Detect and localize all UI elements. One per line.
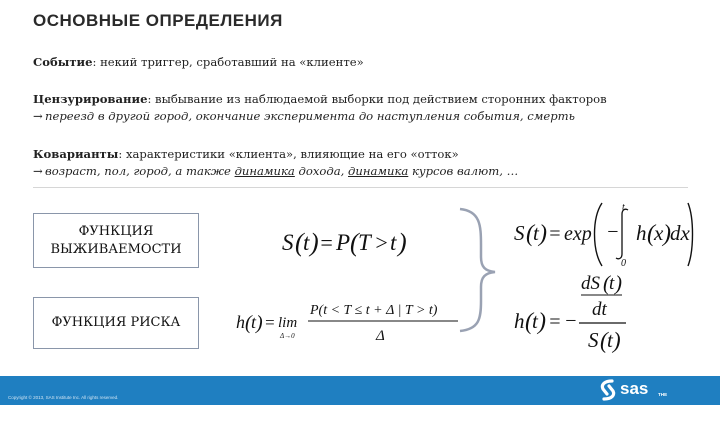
svg-text:exp: exp [564,223,592,245]
svg-text:t: t [532,309,538,333]
svg-text:dt: dt [592,299,607,320]
svg-text:=: = [548,311,562,333]
svg-text:): ) [615,271,622,295]
definition-censoring-text: : выбывание из наблюдаемой выборки под действием сторонних факторов [147,92,607,106]
svg-text:): ) [398,228,407,257]
svg-text:): ) [310,228,319,257]
svg-text:Δ→0: Δ→0 [280,332,295,340]
covariates-example [33,164,518,178]
svg-text:P: P [336,230,351,255]
svg-text:t: t [390,230,397,255]
svg-text:S: S [282,230,294,255]
covariates-example-underline-2: динамика [348,164,409,178]
censoring-example-text: переезд в другой город, окончание эксперимента до наступления события, смерть [45,109,575,123]
svg-text:dS: dS [581,273,600,294]
survival-exp-formula-graphic [514,200,694,270]
svg-text:t: t [607,328,613,352]
svg-text:): ) [663,221,671,247]
definition-covariates [33,146,518,180]
survival-box-line-1: ФУНКЦИЯ [78,223,154,239]
survival-formula [282,225,412,266]
sas-brand-text: sas [620,379,649,398]
hazard-limit-formula-graphic [236,299,461,347]
svg-text:P(t < T ≤ t + Δ | T > t): P(t < T ≤ t + Δ | T > t) [310,303,438,318]
svg-text:dx: dx [670,221,690,245]
divider [33,187,688,188]
definition-censoring [33,91,607,125]
footer-bar [0,376,720,429]
copyright-text: Copyright © 2013, SAS Institute Inc. All rights reserved. [8,395,119,400]
svg-text:t: t [303,230,310,255]
hazard-function-box [33,297,199,349]
svg-text:(: ( [600,328,608,353]
sas-logo-icon [598,379,618,401]
svg-text:−: − [564,310,578,332]
svg-text:t: t [251,312,257,332]
censoring-example [33,109,575,123]
svg-text:(: ( [603,271,610,295]
svg-text:=: = [264,313,276,332]
svg-text:>: > [374,230,389,255]
covariates-example-a: возраст, пол, город, а также [45,164,235,178]
survival-formula-graphic [282,225,412,261]
tagline-line-1: THE [658,392,668,398]
svg-text:t: t [533,221,539,245]
survival-function-box [33,213,199,268]
covariates-example-underline-1: динамика [234,164,295,178]
svg-text:0: 0 [621,258,626,269]
hazard-ratio-formula [514,270,644,357]
term-censoring: Цензурирование [33,92,148,106]
svg-text:−: − [606,221,620,243]
svg-text:T: T [358,230,371,255]
svg-text:(: ( [350,228,359,257]
svg-text:Δ: Δ [376,328,385,344]
page-title: ОСНОВНЫЕ ОПРЕДЕЛЕНИЯ [33,11,283,30]
svg-text:t: t [609,273,615,294]
svg-text:t: t [622,202,625,213]
tagline-line-3: TO KNOW. [658,423,682,429]
svg-text:(: ( [295,228,304,257]
svg-text:(: ( [526,221,534,247]
svg-text:(: ( [525,309,533,335]
svg-text:): ) [256,312,263,334]
svg-text:lim: lim [278,315,298,331]
svg-text:(: ( [245,312,252,334]
hazard-limit-formula [236,299,461,352]
svg-text:=: = [319,230,334,255]
term-event: Событие [33,55,93,69]
svg-text:S: S [514,221,525,245]
definition-event-text: : некий триггер, сработавший на «клиенте» [92,55,364,69]
covariates-example-b: дохода, [294,164,349,178]
arrow-right-icon: → [33,109,43,123]
svg-text:S: S [588,328,599,352]
brand-tagline [658,382,681,439]
svg-text:): ) [613,328,621,353]
svg-text:(: ( [647,221,655,247]
svg-text:x: x [654,221,664,245]
definition-covariates-text: : характеристики «клиента», влияющие на его «отток» [118,147,459,161]
survival-box-line-2: ВЫЖИВАЕМОСТИ [50,241,182,257]
tagline-line-2: POWER [658,408,676,414]
term-covariates: Коварианты [33,147,119,161]
definition-event [33,54,364,71]
svg-text:h: h [236,312,245,332]
right-brace-icon [455,205,500,335]
svg-text:h: h [636,221,647,245]
hazard-box-label: ФУНКЦИЯ РИСКА [51,315,181,330]
svg-text:): ) [539,221,547,247]
hazard-ratio-formula-graphic [514,270,644,352]
svg-text:h: h [514,309,525,333]
survival-exp-formula [514,200,694,275]
svg-text:): ) [538,309,546,335]
arrow-right-icon: → [33,164,43,178]
svg-text:=: = [548,223,562,245]
covariates-example-c: курсов валют, … [408,164,519,178]
